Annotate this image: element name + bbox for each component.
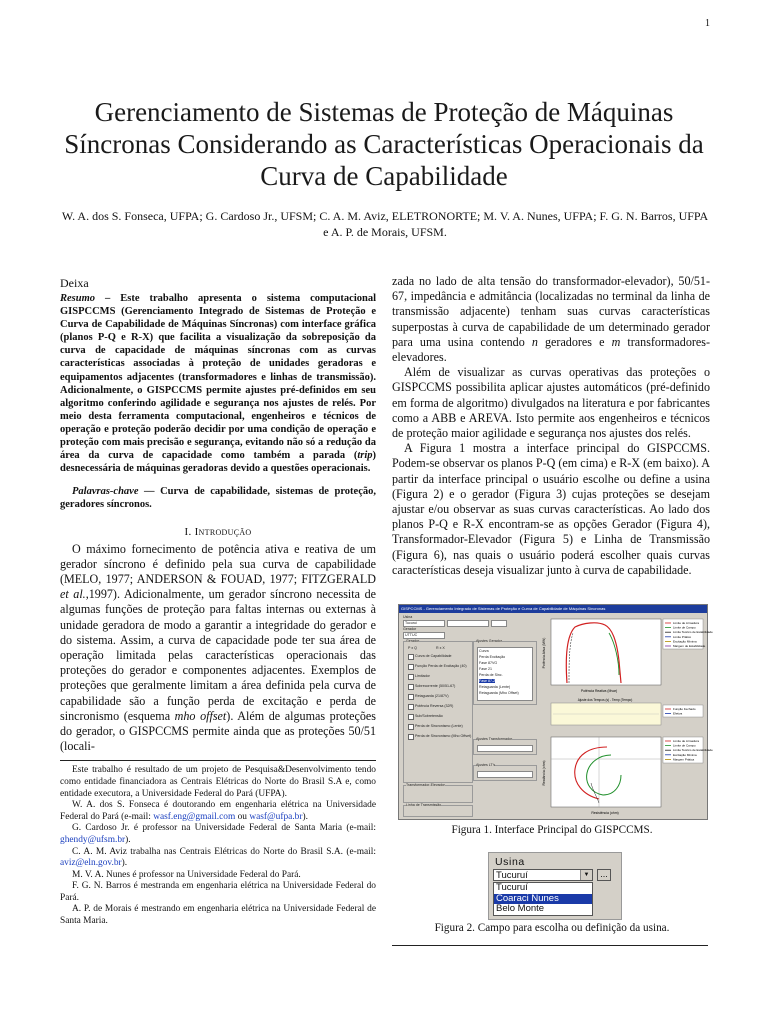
abstract-end: ) desnecessária de máquinas geradoras devido a questões operacionais. bbox=[60, 450, 376, 475]
checkbox-label: Sobrecorrente (50/51-67) bbox=[415, 683, 456, 688]
checkbox[interactable] bbox=[408, 674, 414, 680]
option-rx[interactable]: R x X bbox=[436, 646, 445, 650]
field-box[interactable] bbox=[491, 620, 507, 627]
email-link[interactable]: ghendy@ufsm.br bbox=[60, 834, 126, 845]
usina-select[interactable] bbox=[403, 620, 445, 627]
pq-axes bbox=[551, 619, 661, 685]
window-titlebar: GISPCCMS - Gerenciamento Integrado de Sistemas de Proteção e Curva de Capabilidade de Máquinas Síncronas bbox=[399, 605, 707, 613]
group-ajustes-lt bbox=[473, 765, 537, 781]
section-number: I. bbox=[184, 525, 195, 538]
right-panel bbox=[539, 615, 713, 817]
intro-text-a: O máximo fornecimento de potência ativa e reativa de um gerador síncrono é definido pela sua curva de capabilidade (MELO, 1977; ANDERSON & FOUAD, 1977; FITZGERALD bbox=[60, 541, 376, 586]
legend-label: Limite Teórico de Estabilidade bbox=[673, 748, 713, 753]
usina-label: Usina bbox=[403, 615, 413, 619]
legend-label: Limite Teórico de Estabilidade bbox=[673, 630, 713, 635]
gerador-value: UTTUC bbox=[405, 633, 418, 637]
bottom-divider bbox=[392, 945, 708, 946]
checkbox[interactable] bbox=[408, 694, 414, 700]
keywords-text: — Curva de capabilidade, sistemas de proteção, geradores síncronos. bbox=[60, 486, 376, 511]
group-title: Transformador-Elevador bbox=[406, 783, 445, 787]
checkbox-label: Perda de Sincronismo (Lente) bbox=[415, 723, 463, 728]
intro-mho: mho offset bbox=[174, 708, 227, 723]
ajustes-item[interactable]: Curva bbox=[479, 649, 489, 653]
checkbox[interactable] bbox=[408, 664, 414, 670]
ajustes-item[interactable]: Fase 21 bbox=[479, 667, 492, 671]
var-n: n bbox=[531, 334, 538, 349]
group-title: Ajustes LT's bbox=[476, 763, 496, 767]
pq-ylabel: Potência Ativa (MW) bbox=[542, 637, 546, 669]
rx-ylabel: Reatância (ohm) bbox=[542, 760, 546, 786]
ajustes-listbox[interactable] bbox=[477, 647, 533, 701]
intro-paragraph bbox=[60, 542, 376, 755]
usina-selected: Tucuruí bbox=[496, 870, 528, 881]
usina-dropdown[interactable] bbox=[493, 869, 593, 881]
more-button[interactable]: ... bbox=[597, 869, 611, 881]
right-text: zada no lado de alta tensão do transformador-elevador), 50/51-67, impedância e admitância (localizadas no terminal da linha de transmissão adjacente) tenham suas curvas características superpostas à curva de capabilidade de um determinado gerador para uma usina contendo bbox=[392, 274, 710, 349]
right-text: transformadores-elevadores. bbox=[392, 334, 710, 365]
footnote-funding: Este trabalho é resultado de um projeto de Pesquisa&Desenvolvimento tendo como entidade financiadora as Centrais Elétricas do Norte do Brasil S.A e, como entidade executora, a Universidade Federal do Pará (UFPA). bbox=[60, 765, 376, 799]
footnote-text: ). bbox=[125, 834, 131, 845]
keywords-label: Palavras-chave bbox=[72, 486, 139, 498]
keywords bbox=[60, 485, 376, 511]
email-link[interactable]: wasf.eng@gmail.com bbox=[153, 811, 236, 822]
checkbox-label: Sub/Sobretensão bbox=[415, 713, 443, 718]
pq-plot bbox=[539, 615, 713, 695]
footnote-author-1 bbox=[60, 800, 376, 823]
footnote-author-4: M. V. A. Nunes é professor na Universidade Federal do Pará. bbox=[72, 869, 301, 880]
intro-text-b: ,1997). Adicionalmente, um gerador síncrono necessita de algumas funções de proteção para faltas internas ou externas à unidade geradora de modo a garantir a integridade do gerador e do sistema. Assim, a curva de capacidade pode ter sua área de operação limitada pelas características operacionais das proteções do gerador e componentes adjacentes. Exemplos de proteções que geralmente limitam a área definida pela curva de capabilidade são a função perda de excitação e perda de sincronismo (esquema bbox=[60, 587, 376, 723]
chevron-down-icon[interactable]: ▼ bbox=[580, 870, 592, 880]
author-list: W. A. dos S. Fonseca, UFPA; G. Cardoso Jr., UFSM; C. A. M. Aviz, ELETRONORTE; M. V. A. Nunes, UFPA; F. G. N. Barros, UFPA e A. P. de Morais, UFSM. bbox=[61, 209, 709, 239]
legend-label: Função Fechado bbox=[673, 707, 696, 711]
legend-label: Margem Prática bbox=[673, 757, 695, 762]
group-title: Linha de Transmissão bbox=[406, 803, 442, 807]
transformador-select[interactable] bbox=[477, 745, 533, 752]
abstract-text: – Este trabalho apresenta o sistema computacional GISPCCMS (Gerenciamento Integrado de Sistemas de Proteção e Curva de Capabilidade de Máquinas Síncronas) com interface gráfica (planos P-Q e R-X) que facilita a visualização da sobreposição da curva de capacidade de máquinas síncronas com as curvas características associadas à proteção de unidades geradoras e equipamentos adjacentes (transformadores e linhas de transmissão). Adicionalmente, o GISPCCMS permite ajustes pré-definidos em seu algoritmo conferindo agilidade e segurança nos ajustes de relés. Por meio desta ferramenta computacional, engenheiros e técnicos de operação e proteção poderão decidir por uma condição de operação e proteção com mais precisão e segurança, evitando não só a redução da área da curva de capacidade como também a parada ( bbox=[60, 293, 376, 462]
field-box[interactable] bbox=[447, 620, 489, 627]
right-text: geradores e bbox=[537, 334, 612, 349]
checkbox[interactable] bbox=[408, 734, 414, 740]
usina-label: Usina bbox=[495, 856, 525, 868]
group-title: Ajustes Transformador bbox=[476, 737, 513, 741]
footnote-text: G. Cardoso Jr. é professor na Universidade Federal de Santa Maria (e-mail: bbox=[72, 823, 376, 834]
checkbox-label: Limitador bbox=[415, 673, 430, 678]
legend-label: Limite Prático bbox=[673, 634, 692, 639]
checkbox[interactable] bbox=[408, 704, 414, 710]
intro-text-c: ). Além de algumas proteções do gerador, o GISPCCMS permite ainda que as proteções 50/51 (locali- bbox=[60, 708, 376, 754]
footnote-text: W. A. dos S. Fonseca é doutorando em engenharia elétrica na Universidade Federal do Pará (e-mail: bbox=[60, 800, 376, 822]
legend-label: Margem de Estabilidade bbox=[673, 644, 706, 648]
usina-options-list bbox=[493, 882, 593, 916]
rx-xlabel: Resistência (ohm) bbox=[591, 811, 619, 815]
checkbox-label: Função Perda de Excitação (40) bbox=[415, 663, 467, 668]
footnote-text: ou bbox=[235, 811, 250, 822]
usina-option[interactable]: Coaraci Nunes bbox=[494, 894, 592, 905]
usina-option[interactable]: Tucuruí bbox=[496, 882, 528, 893]
paper-title: Gerenciamento de Sistemas de Proteção de Máquinas Síncronas Considerando as Características Operacionais da Curva de Capabilidade bbox=[64, 97, 704, 191]
right-paragraph-2: Além de visualizar as curvas operativas das proteções o GISPCCMS possibilita aplicar ajustes automáticos (pré-definido em forma de algoritmo) divulgados na literatura e por fabricantes como a ABB e AREVA. Isto permite aos engenheiros e técnicos de proteção maior agilidade e segurança nos ajustes dos relés. bbox=[392, 365, 710, 441]
group-transformador bbox=[403, 785, 473, 803]
ajustes-item[interactable]: Retaguarda (Lente) bbox=[479, 685, 511, 689]
usina-value: Tucuruí bbox=[405, 621, 418, 625]
email-link[interactable]: aviz@eln.gov.br bbox=[60, 858, 122, 869]
figure-1-screenshot bbox=[398, 604, 713, 820]
figure-1-caption: Figura 1. Interface Principal do GISPCCMS. bbox=[451, 824, 653, 836]
figure-2-caption: Figura 2. Campo para escolha ou definição da usina. bbox=[434, 922, 670, 934]
group-linha bbox=[403, 805, 473, 817]
option-pq[interactable]: P x Q bbox=[408, 646, 417, 650]
section-heading bbox=[60, 526, 376, 538]
left-column bbox=[60, 276, 376, 928]
right-paragraph-1 bbox=[392, 274, 710, 365]
footnote-text: ). bbox=[302, 811, 308, 822]
abstract-trip: trip bbox=[357, 450, 373, 462]
var-m: m bbox=[611, 334, 621, 349]
checkbox[interactable] bbox=[408, 714, 414, 720]
checkbox[interactable] bbox=[408, 654, 414, 660]
right-column bbox=[392, 274, 710, 578]
legend-label: Excitação Mínima bbox=[673, 752, 697, 757]
mid-panel bbox=[539, 697, 705, 731]
section-title: Introdução bbox=[194, 525, 252, 538]
group-ajustes-transformador bbox=[473, 739, 537, 755]
page-number: 1 bbox=[705, 18, 710, 29]
group-title: Ajustes Gerador bbox=[476, 639, 502, 643]
group-gerador bbox=[403, 641, 473, 783]
checkbox-label: Perda de Sincronismo (Mho Offset) bbox=[415, 733, 472, 738]
usina-option[interactable]: Belo Monte bbox=[496, 903, 545, 914]
ajustes-item[interactable]: Perda de Sinc. bbox=[479, 673, 503, 677]
footnote-divider bbox=[60, 760, 376, 761]
ajustes-item[interactable]: Fase 87-Z bbox=[479, 679, 496, 683]
intro-etal: et al. bbox=[60, 587, 86, 602]
ajustes-item[interactable]: Perda Excitação bbox=[479, 655, 506, 659]
footnote-author-6: A. P. de Morais é mestrando em engenharia elétrica na Universidade Federal de Santa Maria. bbox=[60, 904, 376, 927]
legend-label: Efetiva bbox=[673, 711, 683, 716]
right-paragraph-3: A Figura 1 mostra a interface principal do GISPCCMS. Podem-se observar os planos P-Q (em cima) e R-X (em baixo). A partir da interface principal o usuário escolhe ou define a usina (Figura 2) e o gerador (Figura 3) cujas proteções se desejam ajustar e/ou observar as suas curvas características. Ao lado dos planos P-Q e R-X encontram-se as opções Gerador (Figura 4), Transformador-Elevador (Figura 5) e Linha de Transmissão (Figura 6), nas quais o usuário poderá escolher quais curvas características deseja visualizar junto à curva de capabilidade. bbox=[392, 441, 710, 577]
footnote-author-3 bbox=[60, 847, 376, 870]
figure-2-screenshot bbox=[488, 852, 622, 920]
legend-label: Excitação Mínima bbox=[673, 639, 697, 644]
legend-label: Limite de Armadura bbox=[673, 621, 700, 625]
ajustes-item[interactable]: Retaguarda (Mho Offset) bbox=[479, 691, 519, 695]
checkbox-label: Retaguarda (21/87V) bbox=[415, 693, 449, 698]
footnote-text: ). bbox=[121, 858, 128, 869]
pq-xlabel: Potência Reativa (Mvar) bbox=[580, 689, 618, 693]
gerador-select[interactable] bbox=[403, 632, 445, 639]
footnote-text: C. A. M. Aviz trabalha nas Centrais Elétricas do Norte do Brasil S.A. (e-mail: bbox=[72, 846, 376, 857]
footnote-author-2 bbox=[60, 823, 376, 846]
ajustes-item[interactable]: Fase 87VG bbox=[479, 661, 498, 665]
rx-plot bbox=[539, 733, 713, 817]
group-ajustes-gerador bbox=[473, 641, 537, 705]
group-title: Gerador bbox=[406, 639, 420, 643]
gerador-label: Gerador bbox=[403, 627, 417, 631]
left-panel bbox=[401, 615, 537, 815]
checkbox-label: Curva de Capabilidade bbox=[415, 653, 452, 658]
kicker: Deixa bbox=[60, 276, 89, 290]
footnote-author-5: F. G. N. Barros é mestranda em engenharia elétrica na Universidade Federal do Pará. bbox=[60, 881, 376, 903]
abstract-label: Resumo bbox=[60, 293, 96, 304]
abstract bbox=[60, 292, 376, 475]
email-link[interactable]: wasf@ufpa.br bbox=[249, 811, 303, 822]
legend-label: Limite de Campo bbox=[673, 625, 696, 630]
legend-label: Limite de Armadura bbox=[673, 739, 700, 743]
legend-label: Limite de Campo bbox=[673, 743, 696, 748]
checkbox[interactable] bbox=[408, 724, 414, 730]
mid-panel-title: Ajuste dos Tempos (s) - Temp (Tempo) bbox=[577, 698, 633, 702]
checkbox-label: Potência Reversa (32R) bbox=[415, 703, 454, 708]
checkbox[interactable] bbox=[408, 684, 414, 690]
lt-select[interactable] bbox=[477, 771, 533, 778]
